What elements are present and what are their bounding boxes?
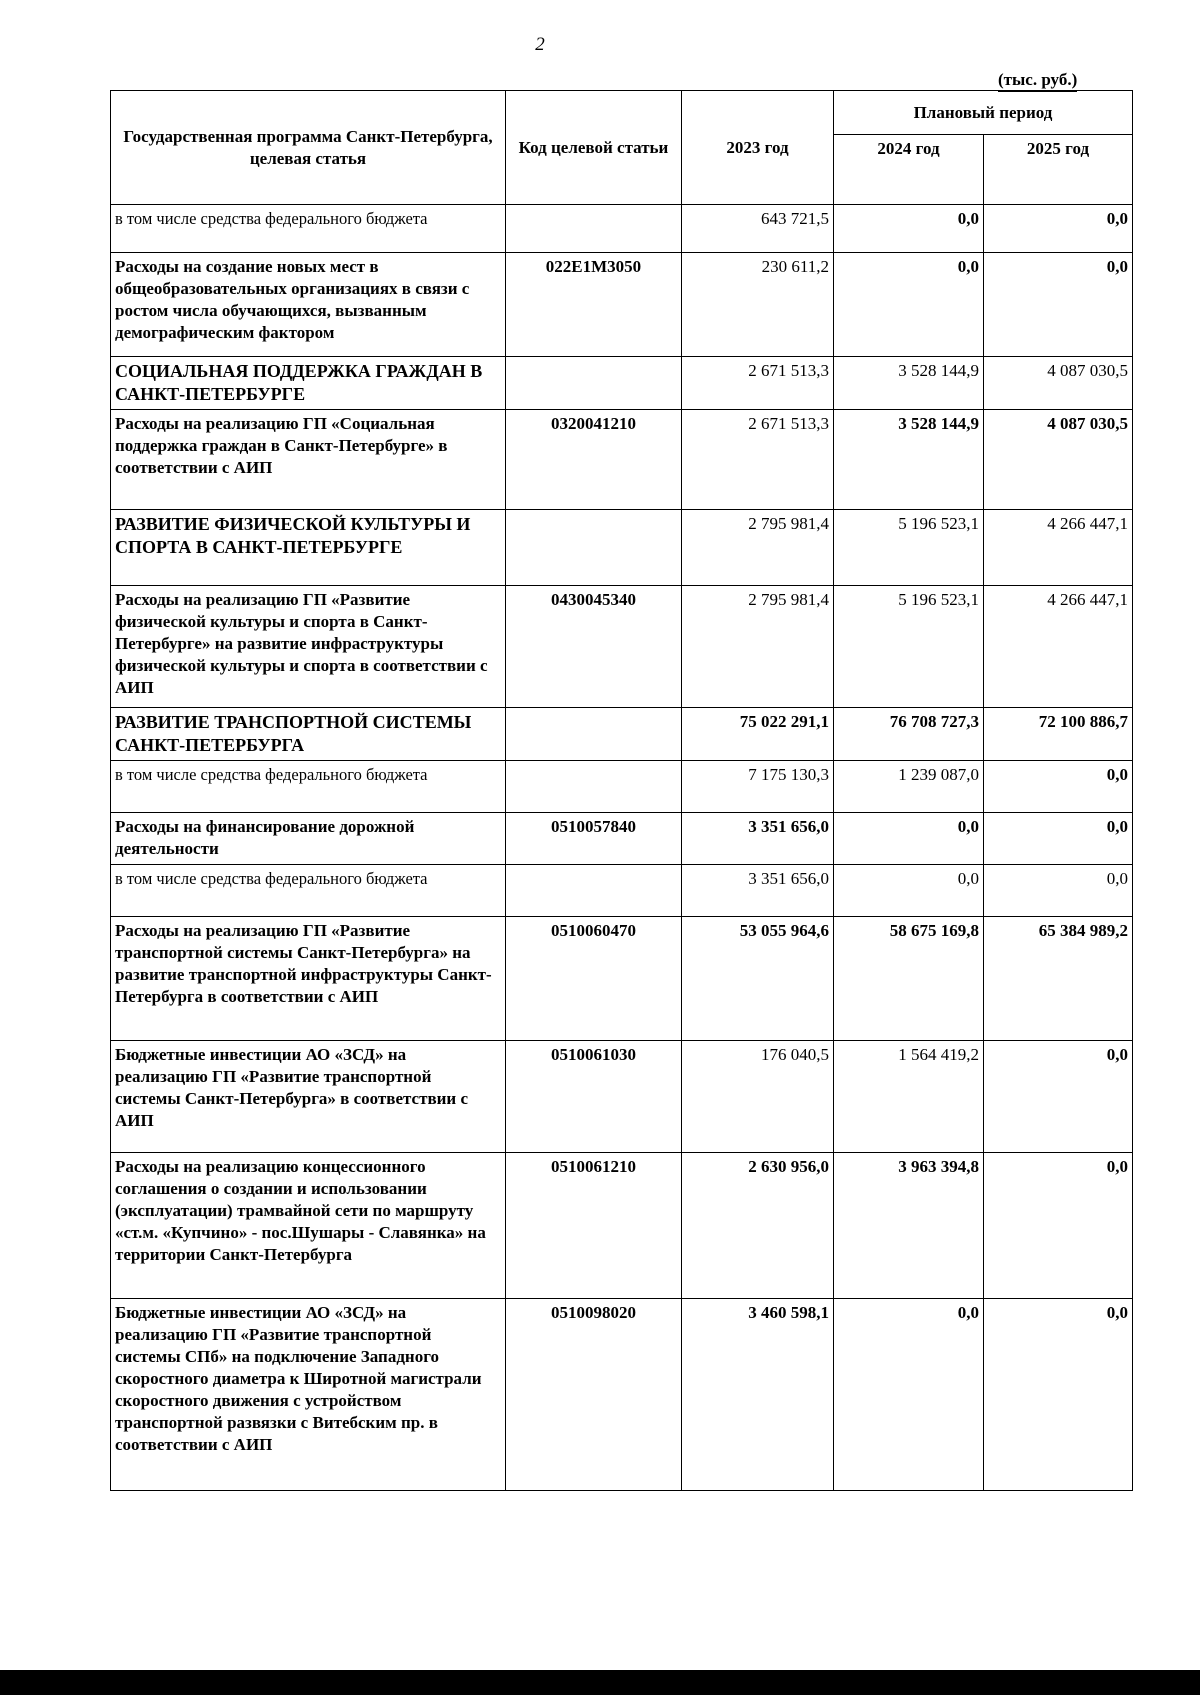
units-label: (тыс. руб.)	[998, 70, 1077, 92]
table-row	[111, 510, 1133, 586]
row-name: РАЗВИТИЕ ФИЗИЧЕСКОЙ КУЛЬТУРЫ И СПОРТА В САНКТ-ПЕТЕРБУРГЕ	[111, 510, 506, 586]
row-code	[506, 510, 682, 586]
row-2023: 53 055 964,6	[682, 917, 834, 1041]
row-name: Бюджетные инвестиции АО «ЗСД» на реализацию ГП «Развитие транспортной системы СПб» на подключение Западного скоростного диаметра к Широтной магистрали скоростного движения с устройством транспортной развязки с Витебским пр. в соответствии с АИП	[111, 1299, 506, 1491]
row-code	[506, 761, 682, 813]
row-2025: 4 266 447,1	[984, 586, 1133, 708]
row-2023: 7 175 130,3	[682, 761, 834, 813]
row-2024: 5 196 523,1	[834, 586, 984, 708]
row-2024: 3 963 394,8	[834, 1153, 984, 1299]
row-2024: 3 528 144,9	[834, 410, 984, 510]
row-2024: 58 675 169,8	[834, 917, 984, 1041]
row-code	[506, 205, 682, 253]
table-row	[111, 761, 1133, 813]
row-2023: 3 460 598,1	[682, 1299, 834, 1491]
row-name: Бюджетные инвестиции АО «ЗСД» на реализацию ГП «Развитие транспортной системы Санкт-Петербурга» в соответствии с АИП	[111, 1041, 506, 1153]
row-2025: 4 087 030,5	[984, 410, 1133, 510]
row-2024: 76 708 727,3	[834, 708, 984, 761]
row-2025: 0,0	[984, 761, 1133, 813]
row-2024: 0,0	[834, 253, 984, 357]
row-2024: 0,0	[834, 865, 984, 917]
budget-table	[110, 90, 1133, 1491]
table-row	[111, 917, 1133, 1041]
header-2025: 2025 год	[984, 135, 1133, 205]
header-2023: 2023 год	[682, 91, 834, 205]
row-name: в том числе средства федерального бюджета	[111, 205, 506, 253]
row-code: 0510098020	[506, 1299, 682, 1491]
row-name: в том числе средства федерального бюджета	[111, 865, 506, 917]
table-row	[111, 708, 1133, 761]
row-2024: 5 196 523,1	[834, 510, 984, 586]
row-2024: 3 528 144,9	[834, 357, 984, 410]
table-row	[111, 410, 1133, 510]
table-row	[111, 865, 1133, 917]
row-code: 0430045340	[506, 586, 682, 708]
row-2025: 4 087 030,5	[984, 357, 1133, 410]
row-2025: 0,0	[984, 813, 1133, 865]
row-2023: 2 671 513,3	[682, 357, 834, 410]
row-2025: 72 100 886,7	[984, 708, 1133, 761]
row-name: Расходы на реализацию ГП «Развитие физической культуры и спорта в Санкт-Петербурге» на развитие инфраструктуры физической культуры и спорта в соответствии с АИП	[111, 586, 506, 708]
row-2024: 1 564 419,2	[834, 1041, 984, 1153]
row-2023: 3 351 656,0	[682, 813, 834, 865]
row-2023: 2 795 981,4	[682, 586, 834, 708]
table-row	[111, 1041, 1133, 1153]
table-row	[111, 1153, 1133, 1299]
row-2023: 3 351 656,0	[682, 865, 834, 917]
row-name: Расходы на создание новых мест в общеобразовательных организациях в связи с ростом числа обучающихся, вызванным демографическим фактором	[111, 253, 506, 357]
row-2023: 2 795 981,4	[682, 510, 834, 586]
row-2025: 0,0	[984, 865, 1133, 917]
row-name: СОЦИАЛЬНАЯ ПОДДЕРЖКА ГРАЖДАН В САНКТ-ПЕТЕРБУРГЕ	[111, 357, 506, 410]
row-2023: 176 040,5	[682, 1041, 834, 1153]
row-2023: 230 611,2	[682, 253, 834, 357]
row-2024: 0,0	[834, 205, 984, 253]
row-code: 0510060470	[506, 917, 682, 1041]
row-name: РАЗВИТИЕ ТРАНСПОРТНОЙ СИСТЕМЫ САНКТ-ПЕТЕРБУРГА	[111, 708, 506, 761]
row-2025: 0,0	[984, 1041, 1133, 1153]
row-code: 0510061030	[506, 1041, 682, 1153]
row-2024: 0,0	[834, 1299, 984, 1491]
table-row	[111, 1299, 1133, 1491]
row-name: Расходы на реализацию ГП «Социальная поддержка граждан в Санкт-Петербурге» в соответствии с АИП	[111, 410, 506, 510]
row-code: 0320041210	[506, 410, 682, 510]
page-number: 2	[535, 34, 545, 55]
row-code	[506, 865, 682, 917]
row-2025: 4 266 447,1	[984, 510, 1133, 586]
table-row	[111, 357, 1133, 410]
row-2025: 0,0	[984, 253, 1133, 357]
scan-border	[0, 1670, 1200, 1695]
row-name: Расходы на реализацию концессионного соглашения о создании и использовании (эксплуатации) трамвайной сети по маршруту «ст.м. «Купчино» - пос.Шушары - Славянка» на территории Санкт-Петербурга	[111, 1153, 506, 1299]
row-name: Расходы на реализацию ГП «Развитие транспортной системы Санкт-Петербурга» на развитие транспортной инфраструктуры Санкт-Петербурга в соответствии с АИП	[111, 917, 506, 1041]
row-code: 0510061210	[506, 1153, 682, 1299]
header-program: Государственная программа Санкт-Петербурга, целевая статья	[111, 91, 506, 205]
row-code	[506, 357, 682, 410]
row-2025: 0,0	[984, 205, 1133, 253]
row-code	[506, 708, 682, 761]
row-2024: 0,0	[834, 813, 984, 865]
row-code: 0510057840	[506, 813, 682, 865]
table-row	[111, 813, 1133, 865]
row-2024: 1 239 087,0	[834, 761, 984, 813]
header-code: Код целевой статьи	[506, 91, 682, 205]
row-code: 022E1M3050	[506, 253, 682, 357]
header-2024: 2024 год	[834, 135, 984, 205]
row-2023: 2 630 956,0	[682, 1153, 834, 1299]
row-name: Расходы на финансирование дорожной деятельности	[111, 813, 506, 865]
row-2023: 75 022 291,1	[682, 708, 834, 761]
table-row	[111, 205, 1133, 253]
header-planned-period: Плановый период	[834, 91, 1133, 135]
table-row	[111, 253, 1133, 357]
row-2023: 643 721,5	[682, 205, 834, 253]
row-2025: 65 384 989,2	[984, 917, 1133, 1041]
row-2023: 2 671 513,3	[682, 410, 834, 510]
row-name: в том числе средства федерального бюджета	[111, 761, 506, 813]
row-2025: 0,0	[984, 1299, 1133, 1491]
table-row	[111, 586, 1133, 708]
row-2025: 0,0	[984, 1153, 1133, 1299]
